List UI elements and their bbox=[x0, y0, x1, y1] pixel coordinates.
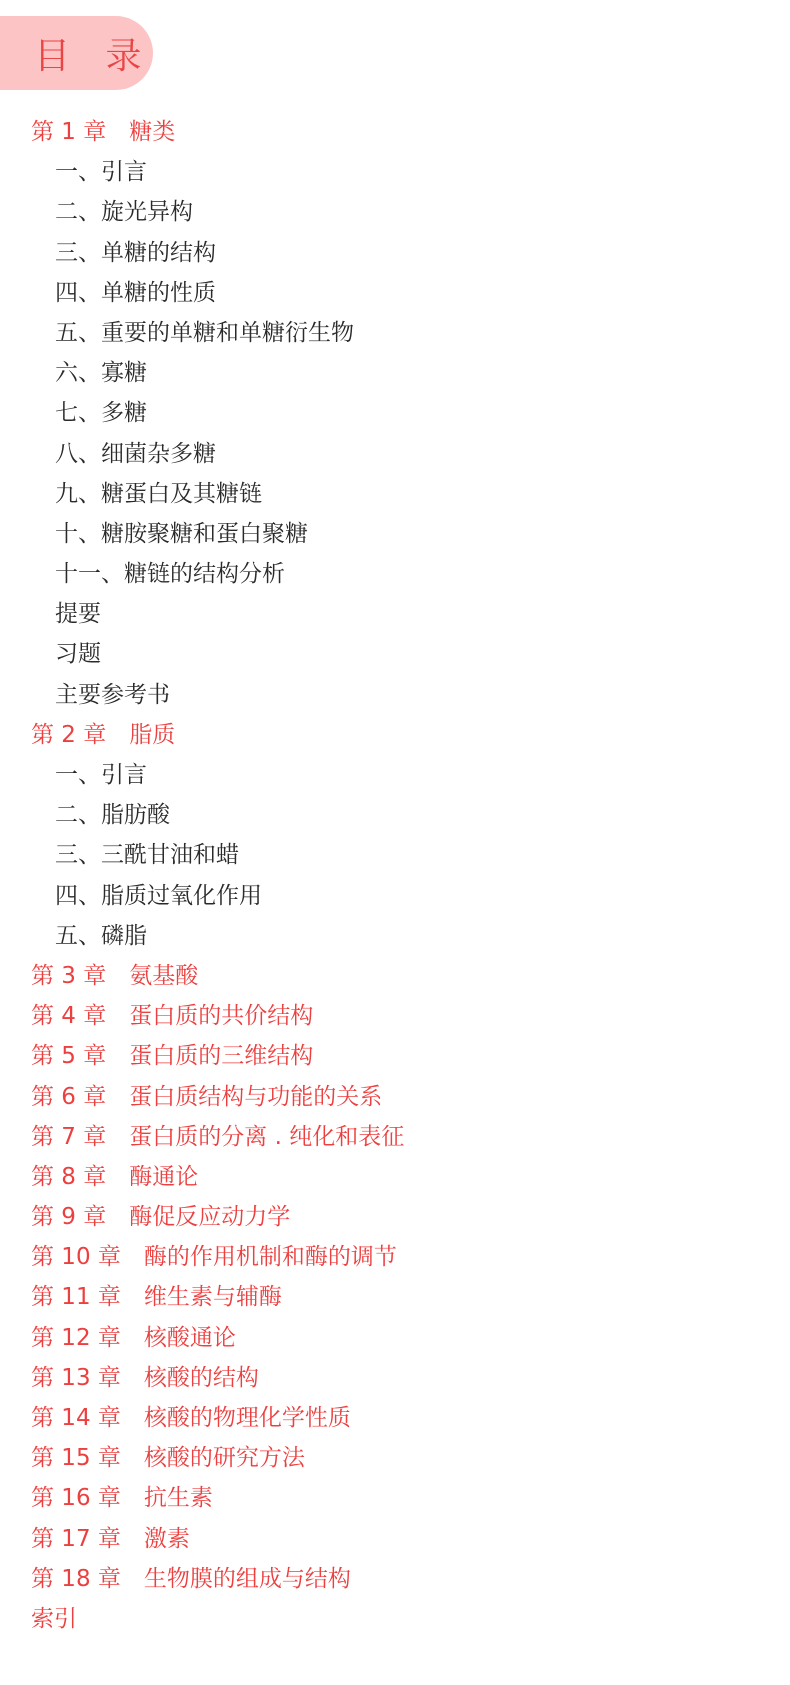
toc-chapter-link[interactable]: 第 6 章 蛋白质结构与功能的关系 bbox=[31, 1083, 383, 1110]
toc-chapter-link[interactable]: 第 13 章 核酸的结构 bbox=[31, 1364, 259, 1391]
toc-chapter-link[interactable]: 第 2 章 脂质 bbox=[31, 721, 176, 748]
toc-section-link[interactable]: 二、脂肪酸 bbox=[55, 802, 170, 829]
toc-header bbox=[0, 16, 153, 90]
toc-section-link[interactable]: 提要 bbox=[55, 601, 101, 628]
toc-chapter-link[interactable]: 第 10 章 酶的作用机制和酶的调节 bbox=[31, 1244, 397, 1271]
toc-section-link[interactable]: 五、重要的单糖和单糖衍生物 bbox=[55, 319, 354, 346]
toc-section-link[interactable]: 十一、糖链的结构分析 bbox=[55, 561, 285, 588]
toc-list bbox=[0, 112, 790, 1639]
toc-section-link[interactable]: 十、糖胺聚糖和蛋白聚糖 bbox=[55, 520, 308, 547]
toc-chapter-link[interactable]: 第 18 章 生物膜的组成与结构 bbox=[31, 1565, 351, 1592]
toc-section-link[interactable]: 八、细菌杂多糖 bbox=[55, 440, 216, 467]
toc-section-link[interactable]: 五、磷脂 bbox=[55, 922, 147, 949]
toc-section-link[interactable]: 六、寡糖 bbox=[55, 360, 147, 387]
toc-section-link[interactable]: 三、三酰甘油和蜡 bbox=[55, 842, 239, 869]
toc-chapter-link[interactable]: 第 11 章 维生素与辅酶 bbox=[31, 1284, 282, 1311]
page-title: 目 录 bbox=[34, 35, 154, 77]
toc-chapter-link[interactable]: 第 5 章 蛋白质的三维结构 bbox=[31, 1043, 314, 1070]
toc-section-link[interactable]: 主要参考书 bbox=[55, 681, 170, 708]
toc-chapter-link[interactable]: 第 4 章 蛋白质的共价结构 bbox=[31, 1003, 314, 1030]
toc-section-link[interactable]: 四、单糖的性质 bbox=[55, 279, 216, 306]
toc-chapter-link[interactable]: 第 15 章 核酸的研究方法 bbox=[31, 1445, 305, 1472]
toc-chapter-link[interactable]: 第 12 章 核酸通论 bbox=[31, 1324, 236, 1351]
toc-section-link[interactable]: 七、多糖 bbox=[55, 400, 147, 427]
toc-section-link[interactable]: 一、引言 bbox=[55, 159, 147, 186]
toc-section-link[interactable]: 二、旋光异构 bbox=[55, 199, 193, 226]
toc-chapter-link[interactable]: 第 16 章 抗生素 bbox=[31, 1485, 213, 1512]
toc-section-link[interactable]: 四、脂质过氧化作用 bbox=[55, 882, 262, 909]
toc-chapter-link[interactable]: 第 1 章 糖类 bbox=[31, 119, 176, 145]
toc-chapter-link[interactable]: 第 8 章 酶通论 bbox=[31, 1163, 199, 1190]
toc-chapter-link[interactable]: 索引 bbox=[31, 1605, 77, 1632]
toc-chapter-link[interactable]: 第 17 章 激素 bbox=[31, 1525, 190, 1552]
toc-chapter-link[interactable]: 第 14 章 核酸的物理化学性质 bbox=[31, 1405, 351, 1431]
toc-section-link[interactable]: 习题 bbox=[55, 641, 101, 668]
toc-chapter-link[interactable]: 第 3 章 氨基酸 bbox=[31, 962, 199, 989]
toc-section-link[interactable]: 一、引言 bbox=[55, 762, 147, 788]
toc-chapter-link[interactable]: 第 7 章 蛋白质的分离 . 纯化和表征 bbox=[31, 1123, 405, 1150]
toc-section-link[interactable]: 九、糖蛋白及其糖链 bbox=[55, 480, 262, 507]
toc-chapter-link[interactable]: 第 9 章 酶促反应动力学 bbox=[31, 1204, 291, 1231]
toc-section-link[interactable]: 三、单糖的结构 bbox=[55, 239, 216, 266]
